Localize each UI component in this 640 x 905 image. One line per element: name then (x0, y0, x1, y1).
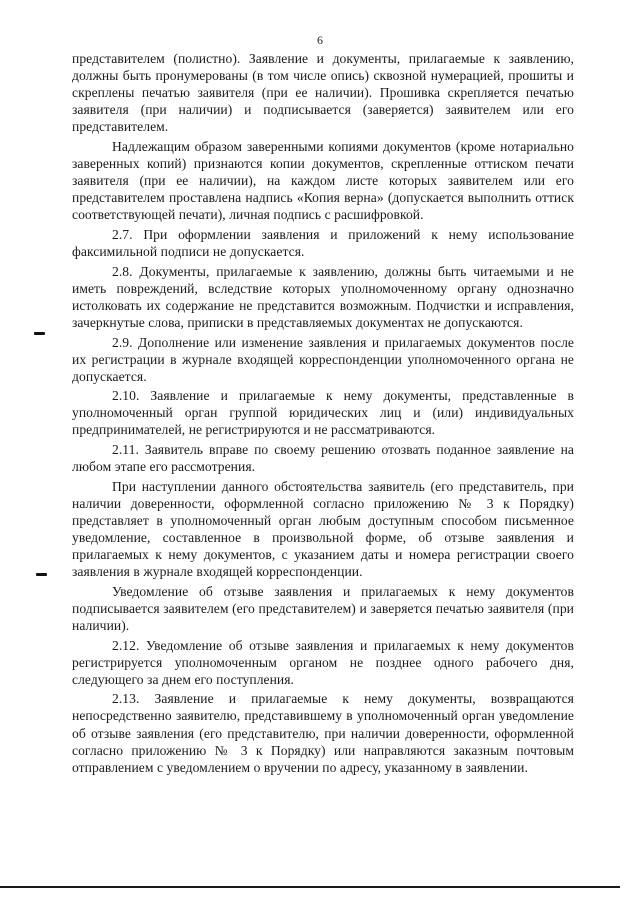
paragraph-2-11: 2.11. Заявитель вправе по своему решению отозвать поданное заявление на любом этапе его рассмотрения. (72, 442, 574, 475)
paragraph-2-10: 2.10. Заявление и прилагаемые к нему документы, представленные в уполномоченный орган группой юридических лиц и (или) индивидуальных предпринимателей, не регистрируются и не рассматриваются. (72, 388, 574, 438)
page-number: 6 (317, 33, 323, 47)
paragraph-2-12: 2.12. Уведомление об отзыве заявления и прилагаемых к нему документов регистрируется уполномоченным органом не позднее одного рабочего дня, следующего за днем его поступления. (72, 637, 574, 687)
margin-mark-upper (34, 332, 45, 335)
margin-mark-lower (36, 573, 47, 576)
paragraph-2-8: 2.8. Документы, прилагаемые к заявлению, должны быть читаемыми и не иметь повреждений, вследствие которых уполномоченному органу однозначно истолковать их содержание не представится возможным. Подчистки и исправления, зачеркнутые слова, приписки в представляемых документах не допускаются. (72, 263, 574, 330)
paragraph-withdrawal-procedure: При наступлении данного обстоятельства заявитель (его представитель, при наличии доверенности, оформленной согласно приложению № 3 к Порядку) представляет в уполномоченный орган любым доступным способом письменное уведомление, составленное в произвольной форме, об отзыве заявления и прилагаемых к нему документов, с указанием даты и номера регистрации своего заявления в журнале входящей корреспонденции. (72, 478, 574, 580)
paragraph-withdrawal-signing: Уведомление об отзыве заявления и прилагаемых к нему документов подписывается заявителем (его представителем) и заверяется печатью заявителя (при наличии). (72, 583, 574, 633)
paragraph-2-7: 2.7. При оформлении заявления и приложений к нему использование факсимильной подписи не допускается. (72, 226, 574, 260)
paragraph-2-13: 2.13. Заявление и прилагаемые к нему документы, возвращаются непосредственно заявителю, представившему в уполномоченный орган уведомление об отзыве заявления (его представителю, при наличии доверенности, оформленной согласно приложению № 3 к Порядку) или направляются заказным почтовым отправлением с уведомлением о вручении по адресу, указанному в заявлении. (72, 691, 574, 775)
paragraph-2-9: 2.9. Дополнение или изменение заявления и прилагаемых документов после их регистрации в журнале входящей корреспонденции уполномоченного органа не допускается. (72, 334, 574, 384)
bottom-edge-line (0, 886, 620, 888)
paragraph-certified-copies: Надлежащим образом заверенными копиями документов (кроме нотариально заверенных копий) признаются копии документов, скрепленные оттиском печати заявителя (при ее наличии), на каждом листе которых заявителем или его представителем проставлена надпись «Копия верна» (допускается выполнить оттиск соответствующей печати), личная подпись с расшифровкой. (72, 138, 574, 223)
paragraph-continuation: представителем (полистно). Заявление и документы, прилагаемые к заявлению, должны быть пронумерованы (в том числе опись) сквозной нумерацией, прошиты и скреплены печатью заявителя (при ее наличии). Прошивка скрепляется печатью заявителя (при наличии) и подписывается (заверяется) заявителем или его представителем. (72, 51, 574, 135)
document-body (72, 50, 574, 778)
